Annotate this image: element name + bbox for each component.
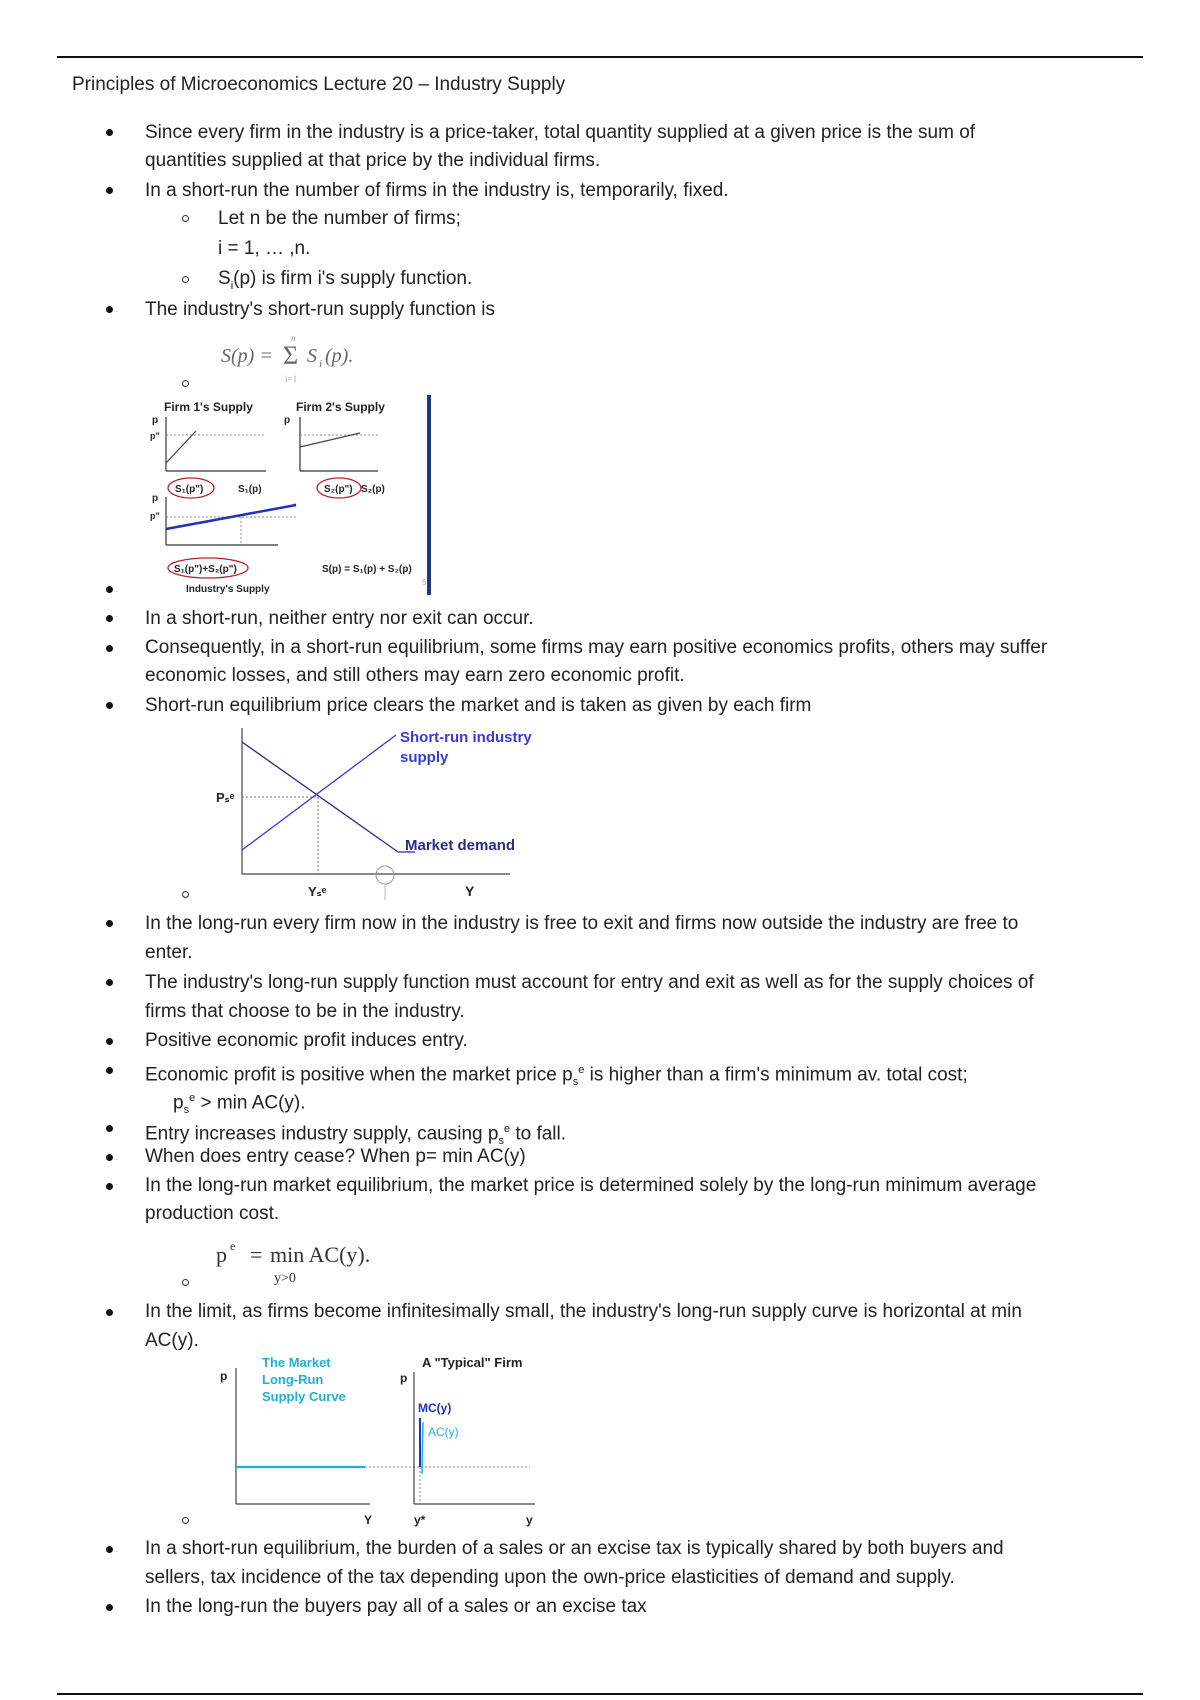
- demand-label: Market demand: [405, 837, 516, 854]
- figure-edge-bar: [427, 395, 431, 595]
- firm1-s1-pstar: S₁(p"): [175, 484, 204, 495]
- firm1-title: Firm 1's Supply: [164, 400, 253, 414]
- bullet-dot: [106, 1154, 113, 1161]
- bullet-dot: [106, 1546, 113, 1553]
- bullet-dot: [106, 920, 113, 927]
- sub-bullet-text: Let n be the number of firms;: [218, 208, 461, 229]
- formula-industry-supply: [215, 330, 375, 390]
- bullet-dot: [106, 1125, 113, 1132]
- bullet-dot: [106, 129, 113, 136]
- industry-sum-p: S(p) = S₁(p) + S₂(p): [322, 564, 412, 575]
- formula-long-run-price: [210, 1236, 410, 1296]
- sub-bullet-circle: [182, 215, 189, 222]
- market-label-line3: Supply Curve: [262, 1389, 346, 1404]
- figure-short-run-equilibrium: [210, 722, 570, 907]
- sub-bullet-circle: [182, 380, 189, 387]
- firm1-s1-p: S₁(p): [238, 484, 262, 495]
- industry-title: Industry's Supply: [186, 584, 270, 595]
- mc-label: MC(y): [418, 1401, 452, 1415]
- supply-label-line2: supply: [400, 749, 449, 766]
- bullet-text: Entry increases industry supply, causing $p_s^e$ to fall.: [145, 1123, 567, 1148]
- bullet-text: sellers, tax incidence of the tax depending upon the own-price elasticities of demand and supply.: [145, 1567, 955, 1588]
- sigma-upper: n: [291, 333, 296, 343]
- bullet-text: When does entry cease? When p= min AC(y): [145, 1146, 526, 1167]
- bullet-dot: [106, 586, 113, 593]
- figure-industry-supply: [146, 393, 436, 598]
- bullet-text: The industry's long-run supply function must account for entry and exit as well as for the supply choices of: [145, 972, 1034, 993]
- firm-axis-p: p: [400, 1371, 408, 1385]
- equilibrium-price-label: Pₛᵉ: [216, 790, 235, 805]
- bullet-text: In a short-run, neither entry nor exit can occur.: [145, 608, 534, 629]
- formula2-eq: =: [250, 1242, 263, 1267]
- formula-lhs: S(p) =: [221, 345, 273, 367]
- typical-firm-title: A "Typical" Firm: [422, 1355, 523, 1370]
- firm2-axis-p: p: [284, 415, 291, 426]
- bullet-text: economic losses, and still others may earn zero economic profit.: [145, 665, 685, 686]
- industry-sum-pstar: S₁(p")+S₂(p"): [174, 564, 237, 575]
- bullet-text: firms that choose to be in the industry.: [145, 1001, 465, 1022]
- fig2-marker-icon: [376, 866, 394, 884]
- bullet-dot: [106, 1038, 113, 1045]
- formula2-under: y>0: [274, 1271, 296, 1286]
- sigma-lower: i=1: [285, 374, 298, 384]
- bottom-rule: [57, 1693, 1143, 1695]
- bullet-dot: [106, 615, 113, 622]
- bullet-dot: [106, 187, 113, 194]
- firm2-title: Firm 2's Supply: [296, 400, 385, 414]
- market-demand-curve: [242, 742, 398, 852]
- bullet-dot: [106, 1183, 113, 1190]
- sub-bullet-text: i = 1, … ,n.: [218, 238, 311, 259]
- firm1-axis-p: p: [152, 415, 159, 426]
- bullet-text: enter.: [145, 942, 193, 963]
- bullet-text: In a short-run equilibrium, the burden of a sales or an excise tax is typically shared by both buyers and: [145, 1538, 1004, 1559]
- bullet-dot: [106, 1309, 113, 1316]
- formula-rhs-s: S: [307, 345, 317, 367]
- supply-label-line1: Short-run industry: [400, 729, 532, 746]
- sub-bullet-circle: [182, 1517, 189, 1524]
- ac-curve: [422, 1422, 423, 1474]
- ac-label: AC(y): [428, 1425, 459, 1439]
- bullet-dot: [106, 1604, 113, 1611]
- bullet-text: Economic profit is positive when the market price $p_s^e$ is higher than a firm's minimum av. total cost;: [145, 1064, 968, 1089]
- bullet-dot: [106, 306, 113, 313]
- bullet-text: AC(y).: [145, 1330, 199, 1351]
- top-rule: [57, 56, 1143, 58]
- firm2-s2-p: S₂(p): [361, 484, 385, 495]
- bullet-dot: [106, 1067, 113, 1074]
- bullet-text: In a short-run the number of firms in the industry is, temporarily, fixed.: [145, 180, 729, 201]
- bullet-text: $p_s^e > \min AC(y)$.: [173, 1092, 306, 1117]
- sigma-symbol: Σ: [283, 341, 299, 370]
- bullet-text: In the long-run the buyers pay all of a sales or an excise tax: [145, 1596, 647, 1617]
- bullet-text: The industry's short-run supply function is: [145, 299, 496, 320]
- figure-marker: 5: [422, 578, 427, 587]
- bullet-text: In the limit, as firms become infinitesimally small, the industry's long-run supply curve is horizontal at min: [145, 1301, 1022, 1322]
- bullet-dot: [106, 979, 113, 986]
- market-axis-p: p: [220, 1369, 228, 1383]
- sub-bullet-circle: [182, 1279, 189, 1286]
- bullet-text: In the long-run every firm now in the industry is free to exit and firms now outside the industry are free to: [145, 913, 1019, 934]
- bullet-dot: [106, 645, 113, 652]
- sub-bullet-circle: [182, 891, 189, 898]
- sub-bullet-circle: [182, 276, 189, 283]
- market-label-line1: The Market: [262, 1355, 331, 1370]
- industry-axis-pstar: p": [150, 511, 160, 521]
- formula-rhs-post: (p).: [325, 345, 354, 367]
- equilibrium-qty-label: Yₛᵉ: [308, 884, 327, 899]
- bullet-text: In the long-run market equilibrium, the market price is determined solely by the long-run minimum average: [145, 1175, 1037, 1196]
- market-x-label: Y: [364, 1513, 373, 1527]
- firm-x-label: y: [526, 1513, 533, 1527]
- firm1-axis-pstar: p": [150, 431, 160, 441]
- figure-long-run-supply: [210, 1352, 550, 1532]
- sub-bullet-text: $S_i(p)$ is firm i's supply function.: [218, 268, 473, 292]
- ystar-label: y*: [414, 1513, 426, 1527]
- formula2-lhs-sup: e: [230, 1239, 236, 1253]
- bullet-text: quantities supplied at that price by the individual firms.: [145, 150, 601, 171]
- bullet-text: Since every firm in the industry is a price-taker, total quantity supplied at a given price is the sum of: [145, 122, 976, 143]
- bullet-text: Positive economic profit induces entry.: [145, 1030, 468, 1051]
- formula2-lhs: p: [216, 1242, 227, 1267]
- page-title: Principles of Microeconomics Lecture 20 – Industry Supply: [72, 74, 566, 95]
- industry-axis-p: p: [152, 493, 159, 504]
- bullet-text: production cost.: [145, 1203, 280, 1224]
- fig2-x-label: Y: [465, 883, 475, 899]
- market-label-line2: Long-Run: [262, 1372, 324, 1387]
- bullet-text: Short-run equilibrium price clears the market and is taken as given by each firm: [145, 695, 812, 716]
- formula-rhs-sub: i: [319, 358, 323, 370]
- bullet-text: Consequently, in a short-run equilibrium, some firms may earn positive economics profits, others may suffer: [145, 637, 1048, 658]
- formula2-rhs: min AC(y).: [270, 1242, 371, 1267]
- firm2-s2-pstar: S₂(p"): [324, 484, 353, 495]
- short-run-supply-curve: [242, 735, 396, 850]
- bullet-dot: [106, 702, 113, 709]
